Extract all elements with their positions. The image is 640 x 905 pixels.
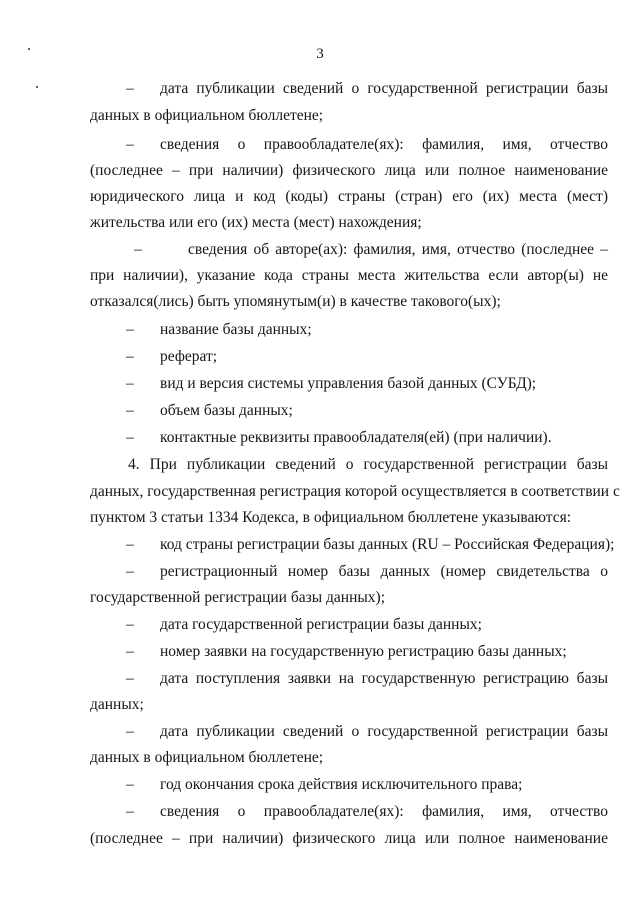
list-item: – контактные реквизиты правообладателя(ей) (при наличии). bbox=[126, 429, 552, 446]
scan-artifact-dot bbox=[36, 86, 38, 88]
list-item: – сведения о правообладателе(ях): фамилия, имя, отчество bbox=[126, 136, 608, 153]
list-item-continuation: данных; bbox=[90, 696, 144, 713]
list-item: – регистрационный номер базы данных (номер свидетельства о bbox=[126, 563, 608, 580]
list-item: – дата публикации сведений о государственной регистрации базы bbox=[126, 723, 608, 740]
paragraph-line: данных, государственная регистрация которой осуществляется в соответствии с bbox=[90, 483, 620, 500]
list-item: – код страны регистрации базы данных (RU – Российская Федерация); bbox=[126, 536, 615, 553]
list-item: – объем базы данных; bbox=[126, 402, 293, 419]
list-item-continuation: (последнее – при наличии) физического лица или полное наименование bbox=[90, 162, 608, 179]
list-item: – реферат; bbox=[126, 348, 218, 365]
paragraph-line: 4. При публикации сведений о государственной регистрации базы bbox=[128, 456, 608, 473]
list-item-continuation: жительства или его (их) места (мест) нахождения; bbox=[90, 214, 422, 231]
list-item-continuation: (последнее – при наличии) физического лица или полное наименование bbox=[90, 830, 608, 847]
list-item: – год окончания срока действия исключительного права; bbox=[126, 776, 523, 793]
list-item: – название базы данных; bbox=[126, 321, 312, 338]
list-item: – сведения об авторе(ах): фамилия, имя, отчество (последнее – bbox=[134, 241, 608, 258]
list-item: – сведения о правообладателе(ях): фамилия, имя, отчество bbox=[126, 803, 608, 820]
list-item-continuation: отказался(лись) быть упомянутым(и) в качестве такового(ых); bbox=[90, 293, 501, 310]
list-item-continuation: государственной регистрации базы данных); bbox=[90, 589, 386, 606]
list-item: – номер заявки на государственную регистрацию базы данных; bbox=[126, 643, 567, 660]
paragraph-line: пунктом 3 статьи 1334 Кодекса, в официальном бюллетене указываются: bbox=[90, 509, 572, 526]
list-item-continuation: при наличии), указание кода страны места жительства если автор(ы) не bbox=[90, 267, 608, 284]
list-item-continuation: юридического лица и код (коды) страны (стран) его (их) места (мест) bbox=[90, 188, 608, 205]
page-number: 3 bbox=[316, 46, 324, 62]
list-item: – вид и версия системы управления базой данных (СУБД); bbox=[126, 375, 537, 392]
list-item-continuation: данных в официальном бюллетене; bbox=[90, 749, 324, 766]
list-item: – дата публикации сведений о государственной регистрации базы bbox=[126, 80, 608, 97]
list-item-continuation: данных в официальном бюллетене; bbox=[90, 107, 324, 124]
list-item: – дата государственной регистрации базы данных; bbox=[126, 616, 482, 633]
list-item: – дата поступления заявки на государственную регистрацию базы bbox=[126, 670, 608, 687]
